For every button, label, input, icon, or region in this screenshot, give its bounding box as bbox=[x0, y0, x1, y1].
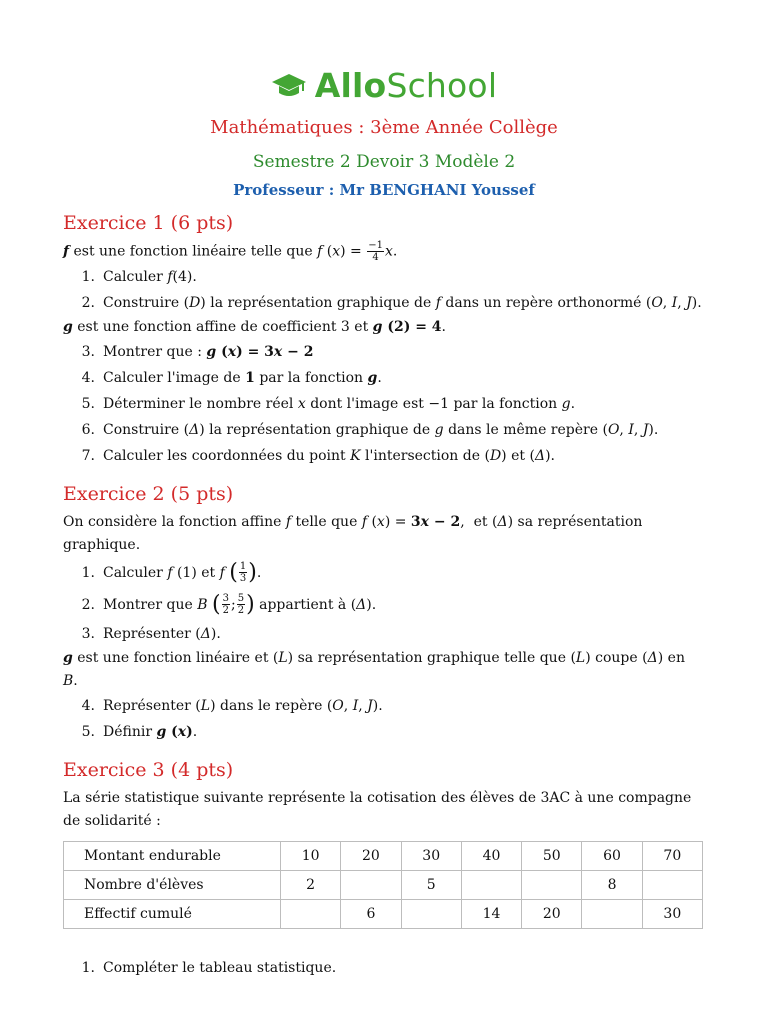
ex1-question-1: 1. Calculer f(4). bbox=[81, 268, 197, 285]
exercise-1-title: Exercice 1 (6 pts) bbox=[63, 212, 234, 234]
ex2-question-5: 5. Définir g (x). bbox=[81, 723, 198, 740]
ex2-question-3: 3. Représenter (Δ). bbox=[81, 625, 221, 642]
graduation-cap-icon bbox=[271, 73, 307, 99]
table-cell: 20 bbox=[341, 841, 401, 870]
table-cell bbox=[341, 870, 401, 899]
table-cell bbox=[642, 870, 702, 899]
row-label: Montant endurable bbox=[64, 841, 281, 870]
ex2-question-2: 2. Montrer que B ( $\frac{3}{2}$ ; $\frac{5}{2}$ ) appartient à (Δ). bbox=[81, 591, 377, 617]
table-cell: 40 bbox=[461, 841, 521, 870]
ex2-intro-2: g est une fonction linéaire et (L) sa représentation graphique telle que (L) coupe (Δ) en B. bbox=[63, 649, 685, 689]
table-cell bbox=[522, 870, 582, 899]
table-cell: 20 bbox=[522, 899, 582, 928]
ex1-question-7: 7. Calculer les coordonnées du point K l'intersection de (D) et (Δ). bbox=[81, 447, 555, 464]
ex1-question-6: 6. Construire (Δ) la représentation graphique de g dans le même repère (O, I, J). bbox=[81, 421, 659, 438]
ex2-question-4: 4. Représenter (L) dans le repère (O, I, J). bbox=[81, 697, 383, 714]
brand-name-bold: Allo bbox=[314, 66, 387, 105]
table-cell: 14 bbox=[461, 899, 521, 928]
ex1-question-2: 2. Construire (D) la représentation graphique de f dans un repère orthonormé (O, I, J). bbox=[81, 294, 702, 311]
row-label: Nombre d'élèves bbox=[64, 870, 281, 899]
table-cell: 2 bbox=[281, 870, 341, 899]
ex1-intro-2: g est une fonction affine de coefficient 3 et g (2) = 4. bbox=[63, 318, 446, 335]
ex1-intro: f est une fonction linéaire telle que f (x) = $\frac{-1}{4}$ x. bbox=[63, 240, 398, 263]
table-cell: 30 bbox=[401, 841, 461, 870]
ex1-question-3: 3. Montrer que : g (x) = 3x − 2 bbox=[81, 343, 314, 360]
brand-name-regular: School bbox=[386, 66, 498, 105]
ex3-question-1: 1. Compléter le tableau statistique. bbox=[81, 959, 337, 976]
table-cell: 8 bbox=[582, 870, 642, 899]
teacher-name: Professeur : Mr BENGHANI Youssef bbox=[233, 181, 535, 199]
table-cell: 5 bbox=[401, 870, 461, 899]
table-cell: 70 bbox=[642, 841, 702, 870]
exam-content bbox=[63, 210, 703, 981]
table-cell: 6 bbox=[341, 899, 401, 928]
exercise-3-title: Exercice 3 (4 pts) bbox=[63, 758, 234, 781]
ex1-question-4: 4. Calculer l'image de 1 par la fonction g. bbox=[81, 369, 382, 386]
row-label: Effectif cumulé bbox=[64, 899, 281, 928]
exercise-2-title: Exercice 2 (5 pts) bbox=[63, 482, 234, 505]
table-cell: 30 bbox=[642, 899, 702, 928]
statistics-table bbox=[63, 841, 703, 929]
table-cell bbox=[582, 899, 642, 928]
table-cell: 10 bbox=[281, 841, 341, 870]
table-cell bbox=[461, 870, 521, 899]
table-row bbox=[64, 870, 703, 899]
ex3-intro: La série statistique suivante représente la cotisation des élèves de 3AC à une compagne de solidarité : bbox=[63, 789, 692, 829]
table-cell: 50 bbox=[522, 841, 582, 870]
table-row bbox=[64, 841, 703, 870]
alloschool-logo[interactable] bbox=[0, 66, 768, 105]
table-cell: 60 bbox=[582, 841, 642, 870]
ex2-intro: On considère la fonction affine f telle que f (x) = 3x − 2, et (Δ) sa représentation graphique. bbox=[63, 513, 643, 553]
table-cell bbox=[281, 899, 341, 928]
table-cell bbox=[401, 899, 461, 928]
table-row bbox=[64, 899, 703, 928]
ex1-question-5: 5. Déterminer le nombre réel x dont l'image est −1 par la fonction g. bbox=[81, 395, 576, 412]
exam-title: Semestre 2 Devoir 3 Modèle 2 bbox=[252, 152, 516, 172]
subject-title: Mathématiques : 3ème Année Collège bbox=[210, 117, 558, 138]
ex2-question-1: 1. Calculer f (1) et f ( $\frac{1}{3}$ ). bbox=[81, 559, 262, 585]
